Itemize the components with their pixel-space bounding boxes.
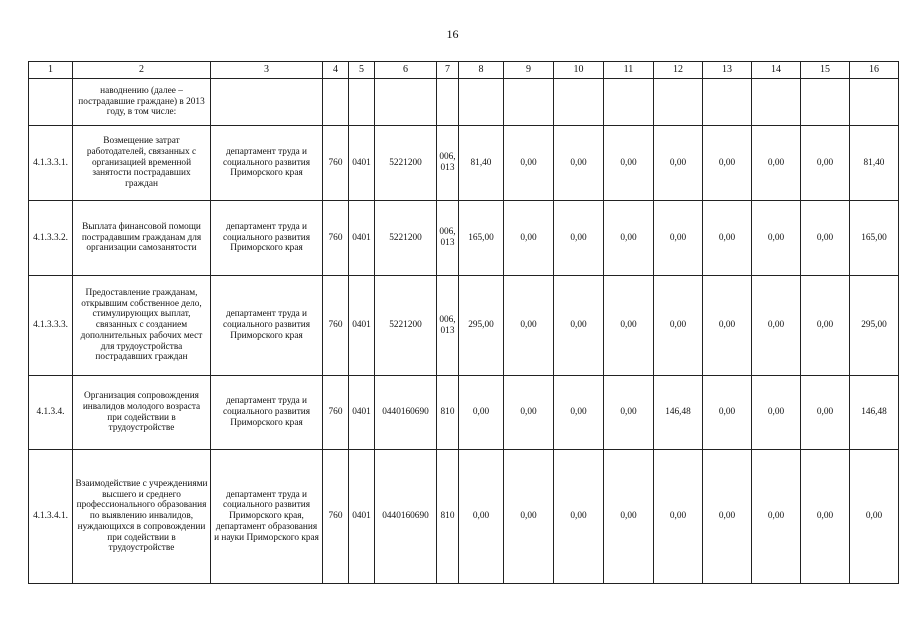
row-value: 0,00 xyxy=(554,376,604,450)
row-value: 146,48 xyxy=(654,376,703,450)
row-department: департамент труда и социального развития Приморского края xyxy=(211,276,323,376)
row-grbs: 760 xyxy=(323,126,349,201)
row-total: 165,00 xyxy=(850,201,899,276)
row-department: департамент труда и социального развития Приморского края, департамент образования и науки Приморского края xyxy=(211,450,323,584)
column-number: 12 xyxy=(654,62,703,79)
column-number: 8 xyxy=(459,62,504,79)
row-description: наводнению (далее – пострадавшие граждане) в 2013 году, в том числе: xyxy=(73,79,211,126)
column-number: 6 xyxy=(375,62,437,79)
row-rzpr: 0401 xyxy=(349,201,375,276)
row-value: 0,00 xyxy=(752,376,801,450)
row-vr: 006, 013 xyxy=(437,126,459,201)
row-value: 0,00 xyxy=(801,201,850,276)
row-grbs: 760 xyxy=(323,276,349,376)
row-value: 0,00 xyxy=(604,126,654,201)
row-total: 0,00 xyxy=(850,450,899,584)
row-value: 0,00 xyxy=(604,201,654,276)
table-row xyxy=(29,126,899,201)
table-row xyxy=(29,201,899,276)
row-value: 0,00 xyxy=(752,276,801,376)
row-value: 0,00 xyxy=(654,450,703,584)
row-grbs: 760 xyxy=(323,450,349,584)
row-description: Возмещение затрат работодателей, связанных с организацией временной занятости пострадавших граждан xyxy=(73,126,211,201)
row-number: 4.1.3.4. xyxy=(29,376,73,450)
row-description: Предоставление гражданам, открывшим собственное дело, стимулирующих выплат, связанных с созданием дополнительных рабочих мест для трудоустройства пострадавших граждан xyxy=(73,276,211,376)
row-value xyxy=(801,79,850,126)
row-vr: 006, 013 xyxy=(437,201,459,276)
row-value xyxy=(554,79,604,126)
column-number: 11 xyxy=(604,62,654,79)
row-value: 295,00 xyxy=(459,276,504,376)
row-value: 0,00 xyxy=(459,450,504,584)
row-csr: 5221200 xyxy=(375,126,437,201)
row-value: 0,00 xyxy=(504,201,554,276)
table-row xyxy=(29,376,899,450)
column-number: 16 xyxy=(850,62,899,79)
row-value: 0,00 xyxy=(504,126,554,201)
row-total: 295,00 xyxy=(850,276,899,376)
row-department: департамент труда и социального развития Приморского края xyxy=(211,376,323,450)
row-value: 0,00 xyxy=(703,126,752,201)
column-number: 4 xyxy=(323,62,349,79)
row-csr: 0440160690 xyxy=(375,376,437,450)
row-total xyxy=(850,79,899,126)
row-total: 146,48 xyxy=(850,376,899,450)
row-description: Взаимодействие с учреждениями высшего и среднего профессионального образования по выявлению инвалидов, нуждающихся в сопровождении при содействии в трудоустройстве xyxy=(73,450,211,584)
row-value xyxy=(504,79,554,126)
column-number: 13 xyxy=(703,62,752,79)
column-number: 1 xyxy=(29,62,73,79)
row-value: 0,00 xyxy=(703,276,752,376)
row-rzpr: 0401 xyxy=(349,376,375,450)
column-number: 14 xyxy=(752,62,801,79)
row-value: 0,00 xyxy=(703,450,752,584)
row-number: 4.1.3.3.2. xyxy=(29,201,73,276)
row-csr: 5221200 xyxy=(375,201,437,276)
row-value: 0,00 xyxy=(554,450,604,584)
row-rzpr: 0401 xyxy=(349,126,375,201)
column-number: 15 xyxy=(801,62,850,79)
row-vr: 810 xyxy=(437,450,459,584)
row-value: 0,00 xyxy=(459,376,504,450)
row-number: 4.1.3.3.1. xyxy=(29,126,73,201)
row-rzpr: 0401 xyxy=(349,276,375,376)
row-value: 0,00 xyxy=(504,276,554,376)
row-value: 0,00 xyxy=(801,126,850,201)
row-csr: 5221200 xyxy=(375,276,437,376)
row-value: 0,00 xyxy=(504,450,554,584)
table-row xyxy=(29,450,899,584)
row-number: 4.1.3.3.3. xyxy=(29,276,73,376)
row-value: 0,00 xyxy=(801,376,850,450)
row-value: 0,00 xyxy=(604,276,654,376)
row-value: 0,00 xyxy=(654,276,703,376)
row-csr xyxy=(375,79,437,126)
row-value xyxy=(703,79,752,126)
row-total: 81,40 xyxy=(850,126,899,201)
row-value xyxy=(752,79,801,126)
column-number: 2 xyxy=(73,62,211,79)
row-value: 0,00 xyxy=(752,201,801,276)
row-value xyxy=(604,79,654,126)
row-value: 0,00 xyxy=(554,201,604,276)
row-vr xyxy=(437,79,459,126)
column-number-header-row xyxy=(29,62,899,79)
table-row xyxy=(29,79,899,126)
row-grbs: 760 xyxy=(323,201,349,276)
row-rzpr: 0401 xyxy=(349,450,375,584)
column-number: 9 xyxy=(504,62,554,79)
row-description: Организация сопровождения инвалидов молодого возраста при содействии в трудоустройстве xyxy=(73,376,211,450)
row-value: 0,00 xyxy=(604,450,654,584)
column-number: 3 xyxy=(211,62,323,79)
row-csr: 0440160690 xyxy=(375,450,437,584)
table-row xyxy=(29,276,899,376)
row-value: 165,00 xyxy=(459,201,504,276)
row-value: 0,00 xyxy=(504,376,554,450)
row-description: Выплата финансовой помощи пострадавшим гражданам для организации самозанятости xyxy=(73,201,211,276)
row-value: 0,00 xyxy=(703,201,752,276)
row-value: 0,00 xyxy=(801,276,850,376)
row-grbs: 760 xyxy=(323,376,349,450)
row-vr: 810 xyxy=(437,376,459,450)
row-grbs xyxy=(323,79,349,126)
column-number: 7 xyxy=(437,62,459,79)
row-value: 81,40 xyxy=(459,126,504,201)
row-value xyxy=(654,79,703,126)
row-value xyxy=(459,79,504,126)
row-value: 0,00 xyxy=(604,376,654,450)
row-department: департамент труда и социального развития Приморского края xyxy=(211,126,323,201)
row-department: департамент труда и социального развития Приморского края xyxy=(211,201,323,276)
row-value: 0,00 xyxy=(554,276,604,376)
column-number: 5 xyxy=(349,62,375,79)
row-number: 4.1.3.4.1. xyxy=(29,450,73,584)
row-department xyxy=(211,79,323,126)
row-rzpr xyxy=(349,79,375,126)
page-number: 16 xyxy=(446,27,459,41)
row-value: 0,00 xyxy=(654,126,703,201)
row-vr: 006, 013 xyxy=(437,276,459,376)
column-number: 10 xyxy=(554,62,604,79)
row-value: 0,00 xyxy=(752,450,801,584)
row-value: 0,00 xyxy=(654,201,703,276)
row-value: 0,00 xyxy=(801,450,850,584)
row-value: 0,00 xyxy=(554,126,604,201)
row-value: 0,00 xyxy=(703,376,752,450)
row-value: 0,00 xyxy=(752,126,801,201)
budget-table xyxy=(28,61,899,584)
row-number xyxy=(29,79,73,126)
